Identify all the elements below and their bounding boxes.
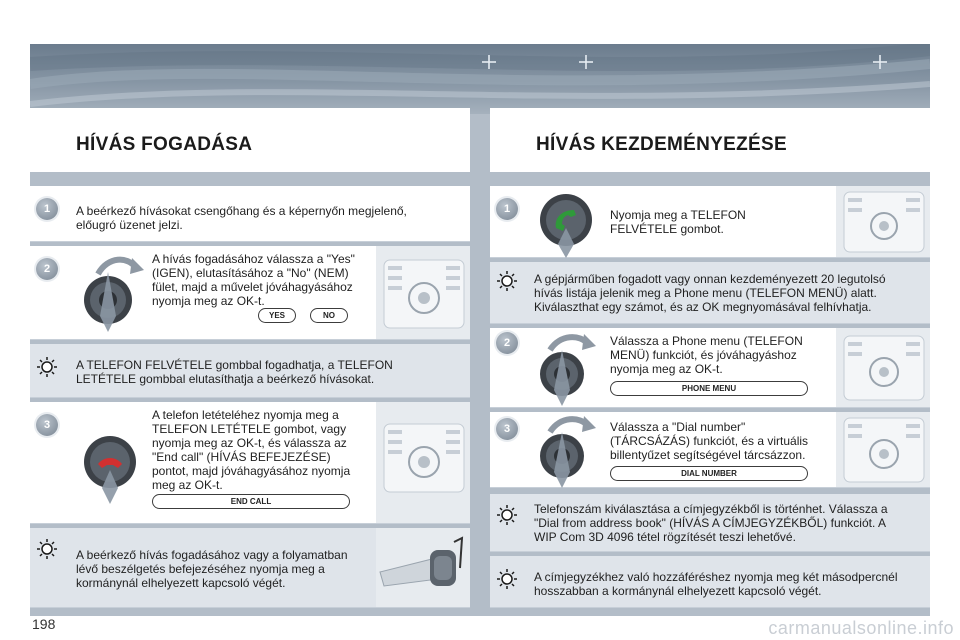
left-title-box bbox=[30, 108, 470, 172]
hangup-button-icon bbox=[78, 422, 148, 504]
radio-unit-icon bbox=[836, 412, 930, 488]
answer-button-icon bbox=[534, 188, 604, 258]
no-button[interactable]: NO bbox=[310, 308, 348, 323]
right-step2-panel bbox=[490, 328, 930, 408]
right-tip3-panel bbox=[490, 556, 930, 608]
step-badge: 1 bbox=[36, 198, 58, 220]
ok-knob-icon bbox=[534, 330, 604, 406]
step-badge: 1 bbox=[496, 198, 518, 220]
left-step2-panel bbox=[30, 246, 470, 340]
step-badge: 3 bbox=[36, 414, 58, 436]
steering-switch-icon bbox=[376, 528, 470, 608]
right-step1-panel bbox=[490, 186, 930, 258]
watermark: carmanualsonline.info bbox=[768, 618, 954, 638]
left-section-title: HÍVÁS FOGADÁSA bbox=[76, 134, 253, 155]
right-tip2-panel bbox=[490, 494, 930, 552]
left-step1-panel bbox=[30, 186, 470, 242]
radio-panel-image bbox=[376, 246, 470, 339]
right-step2-text: Válassza a Phone menu (TELEFON MENÜ) funkciót, és jóváhagyáshoz nyomja meg az OK-t. bbox=[610, 334, 803, 376]
dial-number-button[interactable]: DIAL NUMBER bbox=[610, 466, 808, 481]
radio-panel-image bbox=[836, 186, 930, 257]
right-tip3-text: A címjegyzékhez való hozzáféréshez nyomja meg két másodpercnél hosszabban a kormánynál elhelyezett kapcsoló végét. bbox=[534, 570, 898, 598]
rotary-knob-illustration bbox=[534, 330, 604, 411]
end-call-button[interactable]: END CALL bbox=[152, 494, 350, 509]
rotary-knob-illustration bbox=[534, 412, 604, 493]
radio-unit-icon bbox=[376, 402, 470, 524]
left-tip2-text: A beérkező hívás fogadásához vagy a folyamatban lévő beszélgetés befejezéséhez nyomja meg a kormánynál elhelyezett kapcsoló végét. bbox=[76, 548, 348, 590]
ok-knob-icon bbox=[534, 412, 604, 488]
yes-button[interactable]: YES bbox=[258, 308, 296, 323]
phone-menu-button[interactable]: PHONE MENU bbox=[610, 381, 808, 396]
info-sun-icon bbox=[36, 356, 58, 378]
right-step3-text: Válassza a "Dial number" (TÁRCSÁZÁS) funkciót, és a virtuális billentyűzet segítségével tárcsázzon. bbox=[610, 420, 809, 462]
left-step3-panel bbox=[30, 402, 470, 524]
info-sun-icon bbox=[496, 270, 518, 292]
right-section-title: HÍVÁS KEZDEMÉNYEZÉSE bbox=[536, 134, 787, 155]
info-sun-icon bbox=[36, 538, 58, 560]
right-step3-panel bbox=[490, 412, 930, 488]
right-tip1-text: A gépjárműben fogadott vagy onnan kezdeményezett 20 legutolsó hívás listája jelenik meg a Phone menu (TELEFON MENÜ) alatt. Kiválaszthat egy számot, és az OK megnyomásával felhívhatja. bbox=[534, 272, 886, 314]
left-step2-text: A hívás fogadásához válassza a "Yes" (IGEN), elutasításához a "No" (NEM) fület, majd a művelet jóváhagyásához nyomja meg az OK-t. bbox=[152, 252, 355, 308]
radio-panel-image bbox=[836, 412, 930, 487]
rotary-knob-illustration bbox=[78, 252, 148, 339]
radio-panel-image bbox=[836, 328, 930, 407]
info-sun-icon bbox=[496, 504, 518, 526]
steering-stalk-image bbox=[376, 528, 470, 607]
radio-unit-icon bbox=[836, 186, 930, 258]
right-step1-text: Nyomja meg a TELEFON FELVÉTELE gombot. bbox=[610, 208, 746, 236]
left-tip2-panel bbox=[30, 528, 470, 608]
left-step1-text: A beérkező hívásokat csengőhang és a képernyőn megjelenő, előugró üzenet jelzi. bbox=[76, 204, 407, 232]
radio-panel-image bbox=[376, 402, 470, 523]
header-banner bbox=[30, 44, 930, 114]
step-badge: 3 bbox=[496, 418, 518, 440]
page-number: 198 bbox=[32, 616, 56, 632]
hangup-knob-illustration bbox=[78, 422, 148, 509]
radio-unit-icon bbox=[376, 246, 470, 340]
step-badge: 2 bbox=[36, 258, 58, 280]
ok-knob-icon bbox=[78, 252, 148, 334]
answer-knob-illustration bbox=[534, 188, 604, 263]
radio-unit-icon bbox=[836, 328, 930, 408]
banner-decoration bbox=[30, 44, 930, 114]
step-badge: 2 bbox=[496, 332, 518, 354]
left-tip1-text: A TELEFON FELVÉTELE gombbal fogadhatja, a TELEFON LETÉTELE gombbal elutasíthatja a beérkező hívásokat. bbox=[76, 358, 393, 386]
left-step3-text: A telefon letételéhez nyomja meg a TELEFON LETÉTELE gombot, vagy nyomja meg az OK-t, és válassza az "End call" (HÍVÁS BEFEJEZÉSE) pontot, majd jóváhagyásához nyomja meg az OK-t. bbox=[152, 408, 351, 492]
right-tip1-panel bbox=[490, 262, 930, 324]
right-tip2-text: Telefonszám kiválasztása a címjegyzékből is történhet. Válassza a "Dial from address book" (HÍVÁS A CÍMJEGYZÉKBŐL) funkciót. A WIP Com 3D 4096 tétel rögzítését teszi lehetővé. bbox=[534, 502, 888, 544]
info-sun-icon bbox=[496, 568, 518, 590]
right-title-box bbox=[490, 108, 930, 172]
left-tip1-panel bbox=[30, 344, 470, 398]
